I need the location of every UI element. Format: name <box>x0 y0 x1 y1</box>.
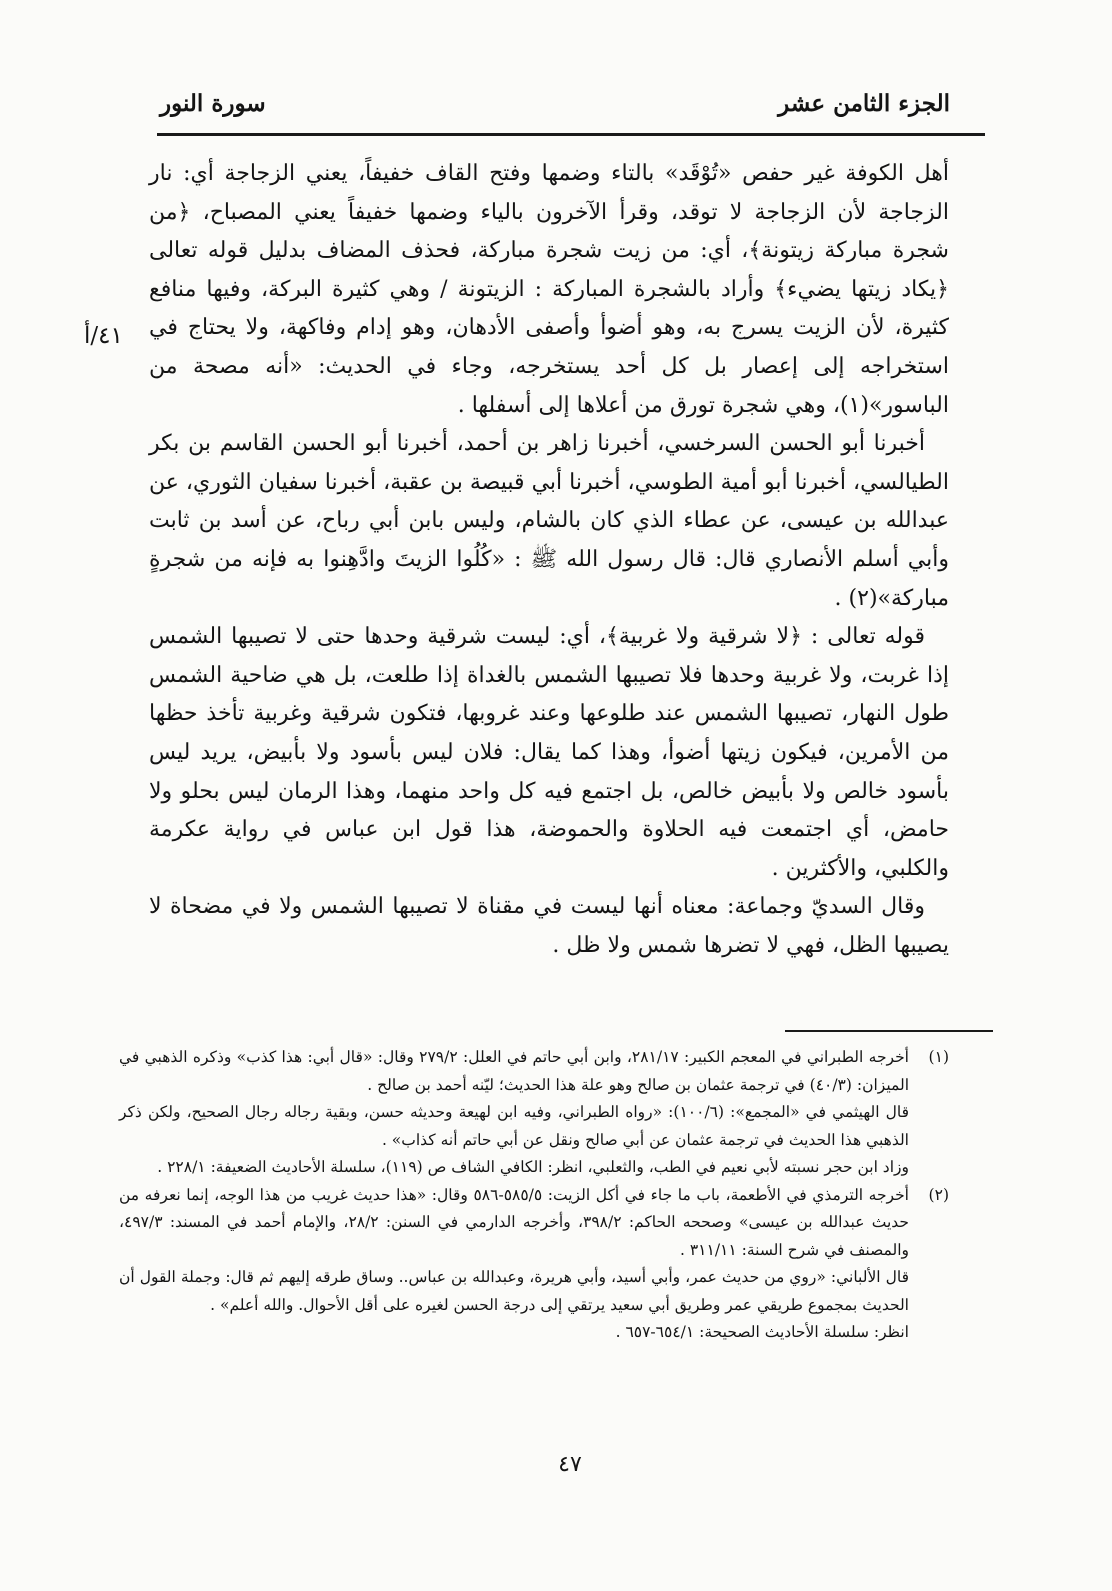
page-number: ٤٧ <box>558 1452 582 1477</box>
footnote-line: انظر: سلسلة الأحاديث الصحيحة: ٦٥٤/١-٦٥٧ . <box>615 1323 909 1341</box>
footnote <box>119 1182 949 1347</box>
paragraph: وقال السديّ وجماعة: معناه أنها ليست في مقناة لا تصيبها الشمس ولا في مضحاة لا يصيبها الظل، فهي لا تضرها شمس ولا ظل . <box>149 894 949 958</box>
paragraph: أخبرنا أبو الحسن السرخسي، أخبرنا زاهر بن أحمد، أخبرنا أبو الحسن القاسم بن بكر الطيالسي، أخبرنا أبو أمية الطوسي، أخبرنا أبي قبيصة بن عقبة، أخبرنا سفيان الثوري، عن عبدالله بن عيسى، عن عطاء الذي كان بالشام، وليس بابن أبي رباح، عن أسد بن ثابت وأبي أسلم الأنصاري قال: قال رسول الله ﷺ : «كُلُوا الزيتَ وادَّهِنوا به فإنه من شجرةٍ مباركة»(٢) . <box>149 431 949 611</box>
running-header-surah: سورة النور <box>160 90 266 117</box>
footnote-number: (٢) <box>928 1185 949 1204</box>
footnote-line: وزاد ابن حجر نسبته لأبي نعيم في الطب، والثعلبي، انظر: الكافي الشاف ص (١١٩)، سلسلة الأحاديث الضعيفة: ٢٢٨/١ . <box>157 1158 909 1176</box>
footnote-line: قال الألباني: «روي من حديث عمر، وأبي أسيد، وأبي هريرة، وعبدالله بن عباس.. وساق طرقه إليهم ثم قال: وجملة القول أن الحديث بمجموع طريقي عمر وطريق أبي سعيد يرتقي إلى درجة الحسن لغيره على أقل الأحوال. والله أعلم» . <box>119 1268 909 1314</box>
manuscript-folio-ref: ٤١/أ <box>84 323 123 349</box>
footnote-line: أخرجه الطبراني في المعجم الكبير: ٢٨١/١٧، وابن أبي حاتم في العلل: ٢٧٩/٢ وقال: «قال أبي: هذا كذب» وذكره الذهبي في الميزان: (٤٠/٣) في ترجمة عثمان بن صالح وهو علة هذا الحديث؛ ليّنه أحمد بن صالح . <box>119 1048 909 1094</box>
running-header-part: الجزء الثامن عشر <box>778 90 950 117</box>
footnote-number: (١) <box>928 1048 949 1066</box>
main-text <box>149 155 949 965</box>
footnote-line: قال الهيثمي في «المجمع»: (١٠٠/٦): «رواه الطبراني، وفيه ابن لهيعة وحديثه حسن، وبقية رجاله رجال الصحيح، ولكن ذكر الذهبي هذا الحديث في ترجمة عثمان عن أبي صالح ونقل عن أبي حاتم أنه كذاب» . <box>119 1103 909 1149</box>
footnotes <box>119 1044 949 1347</box>
paragraph: قوله تعالى : ﴿لا شرقية ولا غربية﴾، أي: ليست شرقية وحدها حتى لا تصيبها الشمس إذا غربت، ولا غربية وحدها فلا تصيبها الشمس بالغداة إذا طلعت، بل هي ضاحية الشمس طول النهار، تصيبها الشمس عند طلوعها وعند غروبها، فتكون شرقية وغربية تأخذ حظها من الأمرين، فيكون زيتها أضوأ، وهذا كما يقال: فلان ليس بأسود ولا بأبيض، يريد ليس بأسود خالص ولا بأبيض خالص، بل اجتمع فيه كل واحد منهما، وهذا الرمان ليس بحلو ولا حامض، أي اجتمعت فيه الحلاوة والحموضة، هذا قول ابن عباس في رواية عكرمة والكلبي، والأكثرين . <box>149 624 949 881</box>
footnote-line: أخرجه الترمذي في الأطعمة، باب ما جاء في أكل الزيت: ٥٨٥/٥-٥٨٦ وقال: «هذا حديث غريب من هذا الوجه، إنما نعرفه من حديث عبدالله بن عيسى» وصححه الحاكم: ٣٩٨/٢، وأخرجه الدارمي في السنن: ٢٨/٢، والإمام أحمد في المسند: ٤٩٧/٣، والمصنف في شرح السنة: ٣١١/١١ . <box>119 1185 909 1259</box>
paragraph: أهل الكوفة غير حفص «تُوْقَد» بالتاء وضمها وفتح القاف خفيفاً، يعني الزجاجة أي: نار الزجاجة لأن الزجاجة لا توقد، وقرأ الآخرون بالياء وضمها خفيفاً يعني المصباح، ﴿من شجرة مباركة زيتونة﴾، أي: من زيت شجرة مباركة، فحذف المضاف بدليل قوله تعالى ﴿يكاد زيتها يضيء﴾ وأراد بالشجرة المباركة : الزيتونة / وهي كثيرة البركة، وفيها منافع كثيرة، لأن الزيت يسرج به، وهو أضوأ وأصفى الأدهان، وهو إدام وفاكهة، ولا يحتاج في استخراجه إلى إعصار بل كل أحد يستخرجه، وجاء في الحديث: «أنه مصحة من الباسور»(١)، وهي شجرة تورق من أعلاها إلى أسفلها . <box>149 161 950 418</box>
footnote-body <box>119 1044 909 1182</box>
footnote-body <box>119 1182 909 1347</box>
footnote <box>119 1044 949 1182</box>
footnote-separator <box>785 1030 993 1032</box>
header-rule <box>157 133 985 136</box>
